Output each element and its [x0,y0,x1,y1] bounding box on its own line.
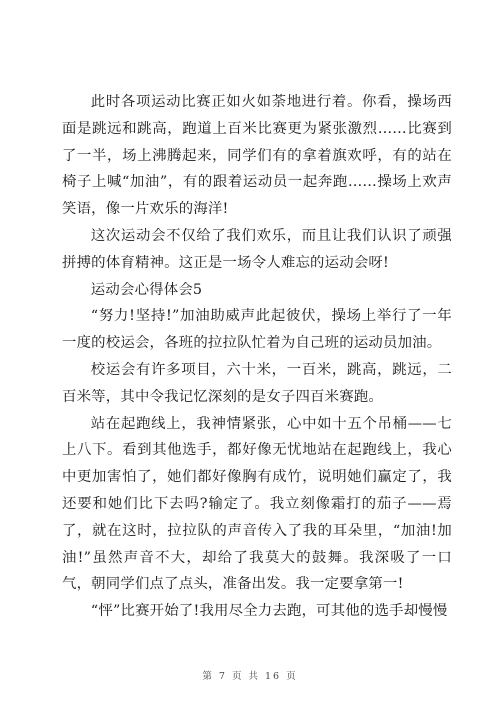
document-body [62,89,452,625]
section-heading: 运动会心得体会5 [90,281,203,298]
paragraph: 校运会有许多项目，六十米，一百米，跳高，跳远，二百米等，其中令我记忆深刻的是女子四百米赛跑。 [62,361,452,405]
paragraph: “努力!坚持!”加油助威声此起彼伏，操场上举行了一年一度的校运会，各班的拉拉队忙着为自己班的运动员加油。 [62,308,452,352]
paragraph: 这次运动会不仅给了我们欢乐，而且让我们认识了顽强拼搏的体育精神。这正是一场令人难忘的运动会呀! [62,227,452,271]
paragraph: “怦”比赛开始了!我用尽全力去跑，可其他的选手却慢慢 [90,603,448,620]
paragraph: 站在起跑线上，我神情紧张，心中如十五个吊桶——七上八下。看到其他选手，都好像无忧地站在起跑线上，我心中更加害怕了，她们都好像胸有成竹，说明她们赢定了，我还要和她们比下去吗?输定了。我立刻像霜打的茄子——焉了，就在这时，拉拉队的声音传入了我的耳朵里，“加油!加油!”虽然声音不大，却给了我莫大的鼓舞。我深吸了一口气，朝同学们点了点头，准备出发。我一定要拿第一! [62,415,452,593]
paragraph: 此时各项运动比赛正如火如荼地进行着。你看，操场西面是跳远和跳高，跑道上百米比赛更为紧张激烈……比赛到了一半，场上沸腾起来，同学们有的拿着旗欢呼，有的站在椅子上喊“加油”，有的跟着运动员一起奔跑……操场上欢声笑语，像一片欢乐的海洋! [62,94,452,218]
page-number-footer: 第 7 页 共 16 页 [202,671,298,682]
